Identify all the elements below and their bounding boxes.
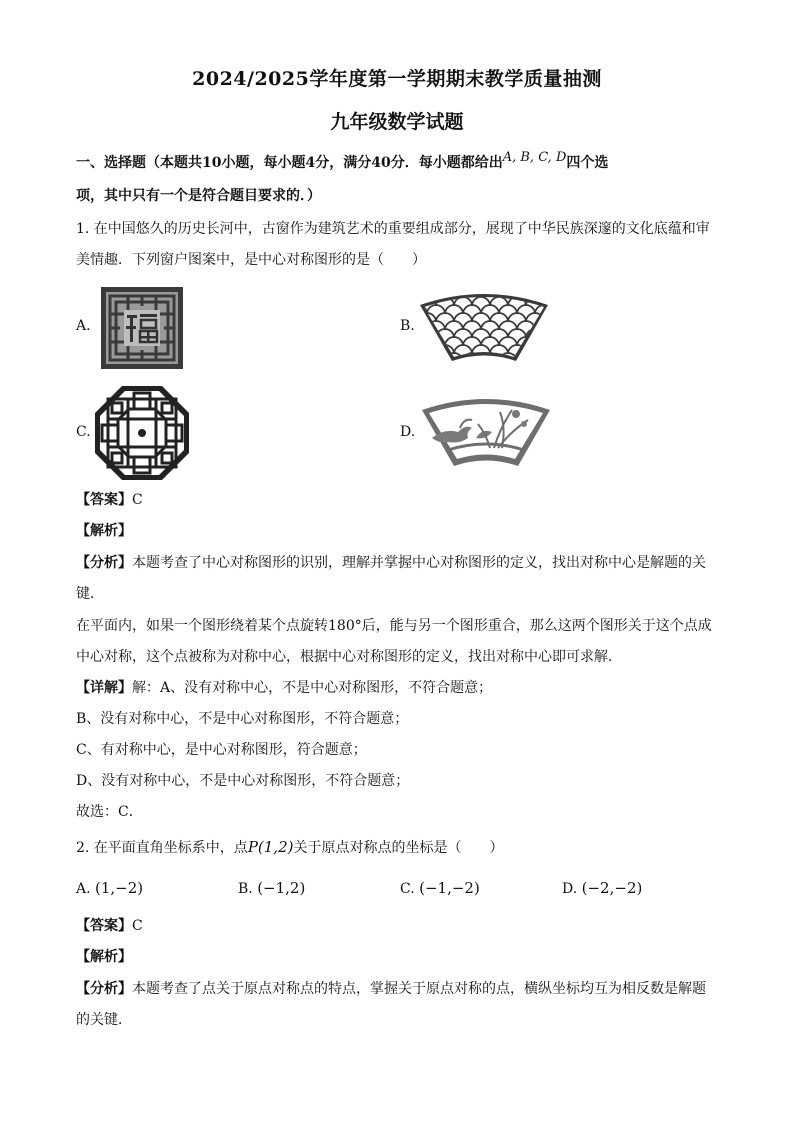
q2-fenxi-text: 本题考查了点关于原点对称点的特点，掌握关于原点对称的点，横纵坐标均互为相反数是解题	[132, 981, 706, 997]
q2-choice-c-value: (−1,−2)	[419, 879, 480, 897]
section-heading-part1: 一、选择题（本题共10小题，每小题4分，满分40分．每小题都给出	[76, 155, 503, 171]
page-title: 2024/2025学年度第一学期期末教学质量抽测	[192, 68, 602, 90]
q2-analysis-tag: 【解析】	[76, 949, 132, 965]
section-heading	[76, 150, 726, 174]
section-heading-part2: 四个选	[566, 155, 609, 171]
q1-option-b-label: B.	[400, 318, 415, 334]
q1-stem-line2: 美情趣．下列窗户图案中，是中心对称图形的是（ ）	[76, 252, 426, 268]
q2-answer-tag: 【答案】	[76, 918, 132, 934]
q2-choice-b-value: (−1,2)	[257, 879, 306, 897]
q1-answer	[76, 490, 726, 510]
section-heading-abcd: A, B, C, D	[502, 150, 567, 165]
q2-choice-a	[76, 879, 143, 897]
q1-detail-a	[76, 678, 726, 698]
q1-detail-c: C、有对称中心，是中心对称图形，符合题意；	[76, 742, 367, 758]
q2-fenxi-tag: 【分析】	[76, 981, 132, 997]
q2-choice-a-value: (1,−2)	[95, 879, 144, 897]
q1-fenxi-line2: 键．	[76, 586, 104, 602]
q2-answer-value: C	[132, 918, 143, 934]
q1-fenxi-tag: 【分析】	[76, 555, 132, 571]
q2-choice-c-label: C.	[400, 881, 415, 897]
q1-def-line2: 中心对称，这个点被称为对称中心，根据中心对称图形的定义，找出对称中心即可求解．	[76, 649, 622, 665]
q2-choice-d-value: (−2,−2)	[581, 879, 643, 897]
q1-analysis-tag: 【解析】	[76, 523, 132, 539]
q1-def-line1: 在平面内，如果一个图形绕着某个点旋转180°后，能与另一个图形重合，那么这两个图形关于这个点成	[76, 618, 712, 634]
q1-stem-line1: 1. 在中国悠久的历史长河中，古窗作为建筑艺术的重要组成部分，展现了中华民族深邃的文化底蕴和审	[76, 221, 710, 237]
q2-fenxi-line2: 的关键．	[76, 1012, 132, 1028]
q2-choice-a-label: A.	[76, 881, 91, 897]
q2-choice-d-label: D.	[562, 881, 578, 897]
q1-detail-a-text: 解：A、没有对称中心，不是中心对称图形，不符合题意；	[132, 680, 493, 696]
q1-detail-tag: 【详解】	[76, 680, 132, 696]
q1-answer-value: C	[132, 492, 143, 508]
q2-fenxi-line1	[76, 979, 726, 999]
page-subtitle: 九年级数学试题	[330, 111, 464, 133]
q2-stem	[76, 837, 726, 858]
q1-option-c-label: C.	[76, 424, 91, 440]
q1-detail-b: B、没有对称中心，不是中心对称图形，不符合题意；	[76, 711, 409, 727]
q2-stem-post: 关于原点对称点的坐标是（ ）	[293, 840, 504, 856]
q1-conclusion: 故选：C．	[76, 804, 143, 820]
q1-detail-d: D、没有对称中心，不是中心对称图形，不符合题意；	[76, 773, 410, 789]
q1-answer-tag: 【答案】	[76, 492, 132, 508]
q2-choice-b	[238, 879, 305, 897]
q2-stem-pre: 2. 在平面直角坐标系中，点	[76, 840, 248, 856]
q2-choice-d	[562, 879, 642, 897]
q2-choice-c	[400, 879, 480, 897]
q1-fenxi-line1	[76, 553, 726, 573]
q1-option-d-label: D.	[400, 424, 416, 440]
section-heading-line2: 项，其中只有一个是符合题目要求的．）	[76, 188, 321, 204]
q2-answer	[76, 916, 726, 936]
fan-wave-window-icon	[418, 293, 550, 361]
q2-choice-b-label: B.	[238, 881, 253, 897]
q1-fenxi-text: 本题考查了中心对称图形的识别，理解并掌握中心对称图形的定义，找出对称中心是解题的关	[132, 555, 706, 571]
q2-stem-point: P(1,2)	[247, 838, 294, 856]
octagon-lattice-window-icon	[94, 385, 190, 481]
q1-option-a-label: A.	[76, 318, 91, 334]
fu-window-icon	[100, 286, 184, 370]
fan-bird-window-icon	[420, 398, 552, 466]
